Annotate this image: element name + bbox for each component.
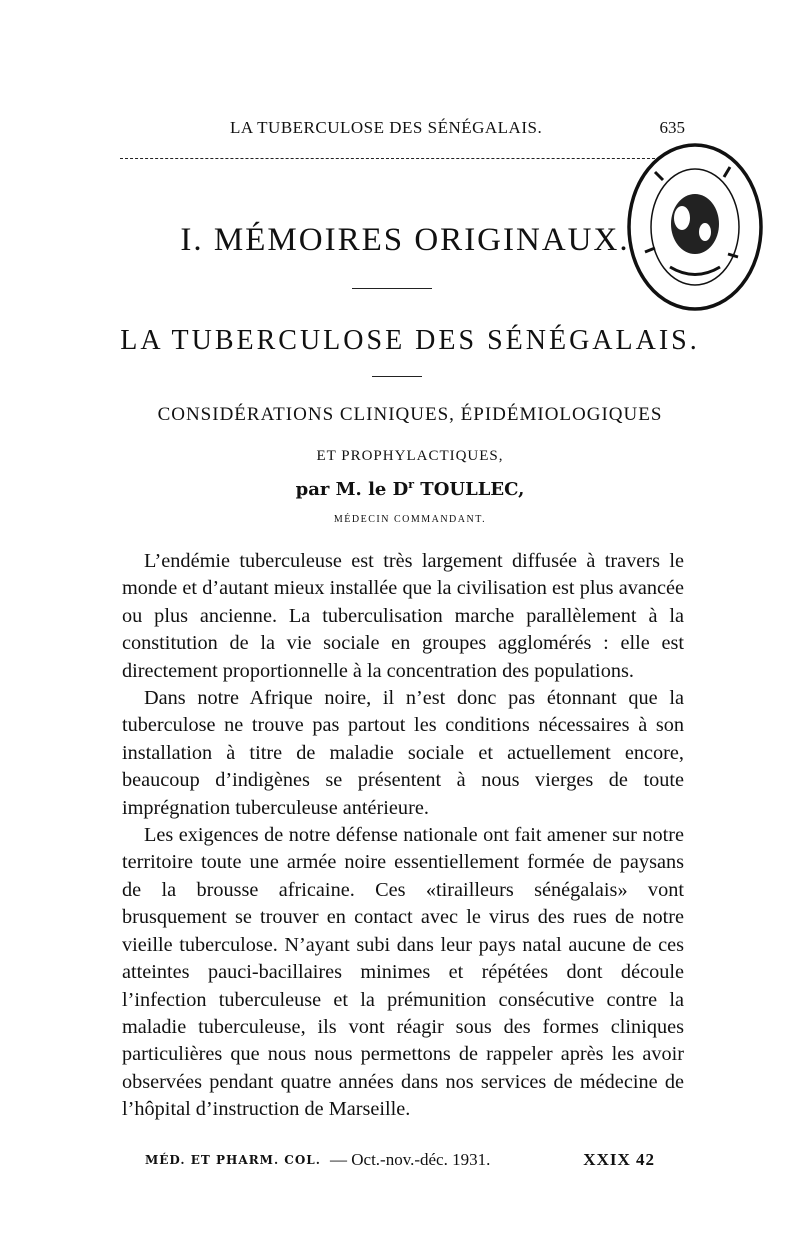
author-name: TOULLEC, (414, 479, 525, 500)
footer-signature: XXIX 42 (583, 1150, 655, 1169)
header-rule (120, 158, 660, 159)
footer-date: — Oct.-nov.-déc. 1931. (330, 1150, 491, 1169)
section-divider (352, 288, 432, 289)
running-header (120, 118, 685, 140)
page-footer (145, 1150, 655, 1174)
title-divider (372, 376, 422, 377)
article-title: LA TUBERCULOSE DES SÉNÉGALAIS. (120, 325, 700, 356)
body-paragraph: Les exigences de notre défense nationale ont fait amener sur notre territoire toute une armée noire essentiellement formée de paysans de la brousse africaine. Ces «tirailleurs sénégalais» vont brusquement se trouver en contact avec le virus des rues de notre vieille tuberculose. N’ayant subi dans leur pays natal aucune de ces atteintes pauci-bacillaires minimes et répétées dont découle l’infection tuberculeuse et la prémunition consécutive contre la maladie tuberculeuse, ils vont réagir sous des formes cliniques particulières que nous nous permettons de rappeler après les avoir observées pendant quatre années dans nos services de médecine de l’hôpital d’instruction de Marseille. (122, 824, 684, 1121)
article-subtitle-line-2: ET PROPHYLACTIQUES, (316, 448, 504, 464)
author-prefix-superscript: r (408, 478, 415, 491)
author-byline (0, 478, 800, 500)
author-rank: MÉDECIN COMMANDANT. (333, 514, 487, 525)
footer-journal: MÉD. ET PHARM. COL. (145, 1153, 321, 1167)
section-heading: I. MÉMOIRES ORIGINAUX. (180, 222, 630, 258)
body-paragraph: Dans notre Afrique noire, il n’est donc pas étonnant que la tuberculose ne trouve pas partout les conditions nécessaires à son installation à titre de maladie sociale et actuellement encore, beaucoup d’indigènes se présentent à nous vierges de toute imprégnation tuberculeuse antérieure. (122, 687, 684, 819)
author-prefix: par M. le D (295, 479, 409, 500)
page-number: 635 (659, 118, 685, 137)
article-subtitle-line-1: CONSIDÉRATIONS CLINIQUES, ÉPIDÉMIOLOGIQUES (157, 404, 663, 425)
running-title: LA TUBERCULOSE DES SÉNÉGALAIS. (230, 118, 543, 137)
body-paragraph: L’endémie tuberculeuse est très largement diffusée à travers le monde et d’autant mieux installée que la civilisation est plus avancée ou plus ancienne. La tuberculisation marche parallèlement à la constitution de la vie sociale en groupes agglomérés : elle est directement proportionnelle à la concentration des populations. (122, 550, 684, 682)
article-body (122, 548, 684, 1124)
